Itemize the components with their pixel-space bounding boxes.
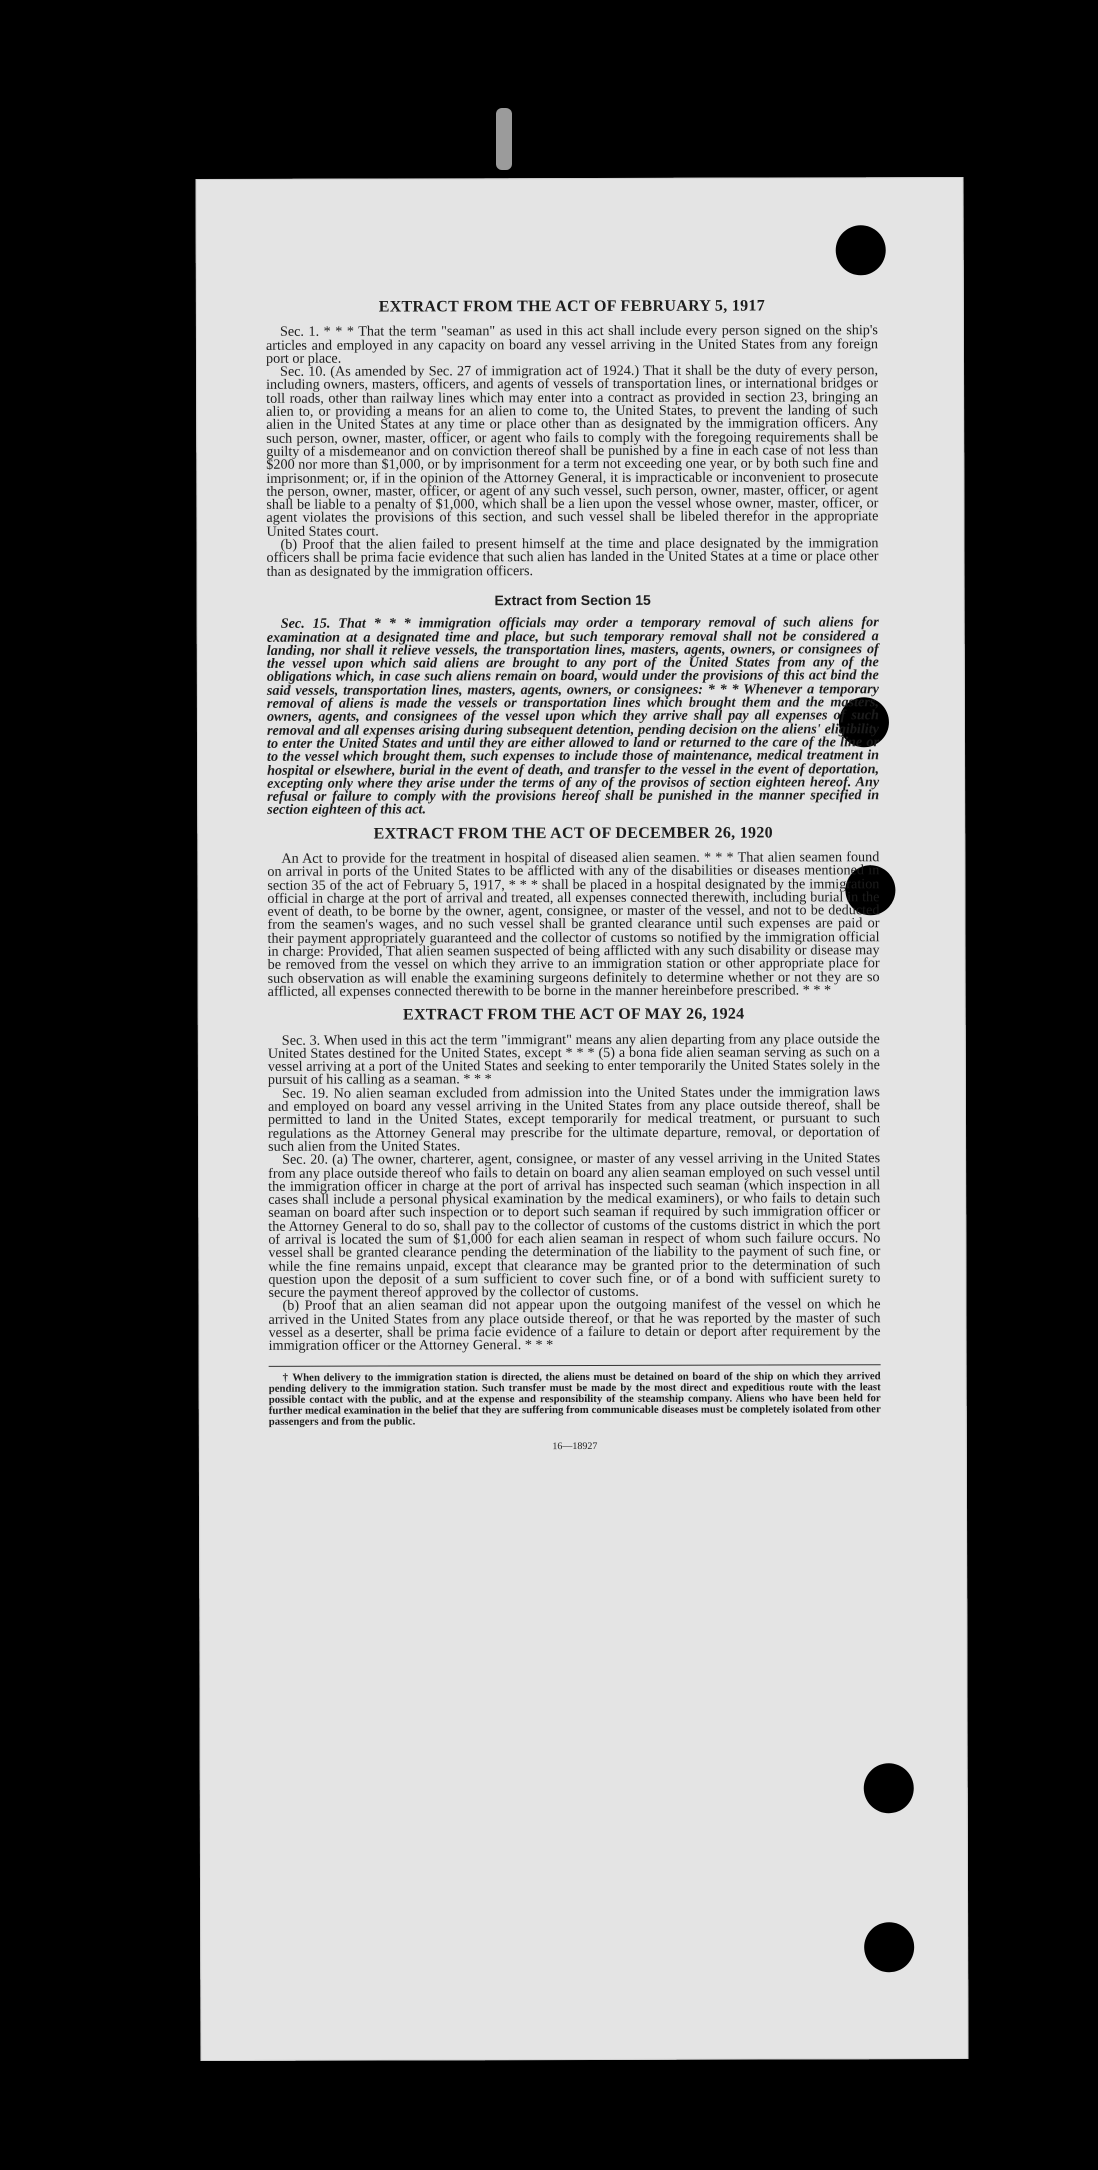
punch-hole-1	[836, 225, 886, 275]
paper-clip-mark	[496, 108, 512, 170]
heading-act-1917: EXTRACT FROM THE ACT OF FEBRUARY 5, 1917	[378, 297, 766, 316]
paragraph-sec-15: Sec. 15. That * * * immigration officials may order a temporary removal of such aliens for examination at a designated time and place, but such temporary removal shall not be considered a landing, nor shall it relieve vessels, the transportation lines, masters, agents, owners, or consignees of the vessel upon which said aliens are brought to any port of the United States from any of the obligations which, in case such aliens remain on board, would under the provisions of this act bind the said vessels, transportation lines, masters, agents, owners, or consignees: * * * Whenever a temporary removal of aliens is made the vessels or transportation lines which brought them and the masters, owners, agents, and consignees of the vessel upon which they arrive shall pay all expenses of such removal and all expenses arising during subsequent detention, pending decision on the aliens' eligibility to enter the United States and until they are either allowed to land or returned to the care of the line or to the vessel which brought them, such expenses to include those of maintenance, medical treatment in hospital or elsewhere, burial in the event of death, and transfer to the vessel in the event of deportation, excepting only where they arise under the terms of any of the provisos of section eighteen hereof. Any refusal or failure to comply with the provisions hereof shall be punished in the manner specified in section eighteen of this act.	[266, 614, 880, 819]
document-page	[196, 177, 969, 2061]
paragraph-sec-20b: (b) Proof that an alien seaman did not appear upon the outgoing manifest of the vessel on which he arrived in the United States from any place outside thereof, or that he was reported by the master of such vessel as a deserter, shall be prima facie evidence of a failure to detain or deport after requirement by the immigration officer or the Attorney General. * * *	[268, 1296, 881, 1355]
paragraph-proof-b: (b) Proof that the alien failed to present himself at the time and place designated by the immigration officers shall be prima facie evidence that such alien has landed in the United States at a time or place other than as designated by the immigration officers.	[266, 535, 879, 580]
punch-hole-5	[864, 1922, 914, 1972]
heading-act-1920: EXTRACT FROM THE ACT OF DECEMBER 26, 1920	[373, 824, 773, 843]
heading-act-1924: EXTRACT FROM THE ACT OF MAY 26, 1924	[402, 1005, 745, 1024]
paragraph-sec-1: Sec. 1. * * * That the term "seaman" as used in this act shall include every person signed on the ship's articles and employed in any capacity on board any vessel arriving in the United States from any foreign port or place.	[265, 322, 878, 367]
punch-hole-4	[864, 1763, 914, 1813]
paragraph-act-1920: An Act to provide for the treatment in hospital of diseased alien seamen. * * * That alien seamen found on arrival in ports of the United States to be afflicted with any of the disabilities or diseases mentioned in section 35 of the act of February 5, 1917, * * * shall be placed in a hospital designated by the immigration official in charge at the port of arrival and treated, all expenses connected therewith, including burial in the event of death, to be borne by the owner, agent, consignee, or master of the vessel, and not to be deducted from the seamen's wages, and no such vessel shall be granted clearance until such expenses are paid or their payment appropriately guaranteed and the collector of customs so notified by the immigration official in charge: Provided, That alien seamen suspected of being afflicted with any such disability or disease may be removed from the vessel on which they arrive to an immigration station or other appropriate place for such observation as will enable the examining surgeons definitely to determine whether or not they are so afflicted, all expenses connected therewith to be borne in the manner hereinbefore prescribed. * * *	[267, 849, 880, 1000]
footnote: † When delivery to the immigration station is directed, the aliens must be detained on board of the ship on which they arrived pending delivery to the immigration station. Such transfer must be made by the most direct and expeditious route with the least possible contact with the public, and at the expense and responsibility of the steamship company. Aliens who have been held for further medical examination in the belief that they are suffering from communicable diseases must be completely isolated from other passengers and from the public.	[268, 1369, 881, 1429]
form-number: 16—18927	[552, 1440, 598, 1452]
paragraph-sec-3: Sec. 3. When used in this act the term "immigrant" means any alien departing from any place outside the United States destined for the United States, except * * * (5) a bona fide alien seaman serving as such on a vessel arriving at a port of the United States and seeking to enter temporarily the United States solely in the pursuit of his calling as a seaman. * * *	[267, 1030, 880, 1089]
paragraph-sec-19: Sec. 19. No alien seaman excluded from admission into the United States under the immigration laws and employed on board any vessel arriving in the United States from any place outside thereof, shall be permitted to land in the United States, except temporarily for medical treatment, or pursuant to such regulations as the Attorney General may prescribe for the ultimate departure, removal, or deportation of such alien from the United States.	[267, 1083, 881, 1155]
footnote-divider	[269, 1364, 881, 1367]
document-text	[266, 289, 881, 1454]
paragraph-sec-20a: Sec. 20. (a) The owner, charterer, agent, consignee, or master of any vessel arriving in the United States from any place outside thereof who fails to detain on board any alien seaman employed on such vessel until the immigration officer in charge at the port of arrival has inspected such seaman (which inspection in all cases shall include a personal physical examination by the medical examiners), or who fails to detain such seaman on board after such inspection or to deport such seaman if required by such immigration officer or the Attorney General to do so, shall pay to the collector of customs of the customs district in which the port of arrival is located the sum of $1,000 for each alien seaman in respect of whom such failure occurs. No vessel shall be granted clearance pending the determination of the liability to the payment of such fine, or while the fine remains unpaid, except that clearance may be granted prior to the determination of such question upon the deposit of a sum sufficient to cover such fine, or of a bond with sufficient surety to secure the payment thereof approved by the collector of customs.	[268, 1150, 881, 1302]
paragraph-sec-10: Sec. 10. (As amended by Sec. 27 of immigration act of 1924.) That it shall be the duty of every person, including owners, masters, officers, and agents of vessels of transportation lines, or international bridges or toll roads, other than railway lines which may enter into a contract as provided in section 23, bringing an alien to, or providing a means for an alien to come to, the United States, to prevent the landing of such alien in the United States at any time or place other than as designated by the immigration officers. Any such person, owner, master, officer, or agent who fails to comply with the foregoing requirements shall be guilty of a misdemeanor and on conviction thereof shall be punished by a fine in each case of not less than $200 nor more than $1,000, or by imprisonment for a term not exceeding one year, or by both such fine and imprisonment; or, if in the opinion of the Attorney General, it is impracticable or inconvenient to prosecute the person, owner, master, officer, or agent of any such vessel, such person, owner, master, officer, or agent shall be liable to a penalty of $1,000, which shall be a lien upon the vessel whose owner, master, officer, or agent violates the provisions of this section, and such vessel shall be libeled therefor in the appropriate United States court.	[266, 362, 879, 540]
heading-section-15: Extract from Section 15	[494, 591, 651, 609]
